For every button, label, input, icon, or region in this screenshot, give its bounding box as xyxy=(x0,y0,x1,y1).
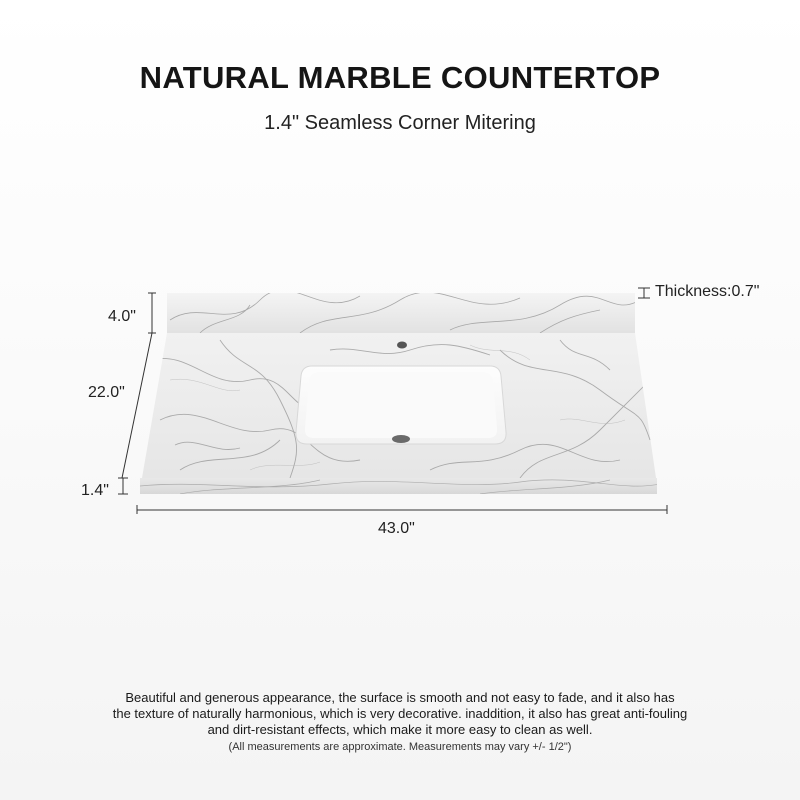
backsplash-height-label: 4.0" xyxy=(108,308,136,325)
measurement-note: (All measurements are approximate. Measurements may vary +/- 1/2") xyxy=(228,741,572,753)
backsplash-thickness-label xyxy=(655,283,759,301)
description-line-1: Beautiful and generous appearance, the surface is smooth and not easy to fade, and it also has xyxy=(125,690,675,705)
description-line-3: and dirt-resistant effects, which make it more easy to clean as well. xyxy=(207,722,593,737)
countertop-edge xyxy=(140,478,660,494)
drain-icon xyxy=(392,435,410,443)
thickness-value: 0.7" xyxy=(731,283,760,300)
product-description xyxy=(40,690,760,738)
thickness-caption: Thickness: xyxy=(655,283,732,300)
depth-label: 22.0" xyxy=(88,384,125,401)
edge-thickness-label: 1.4" xyxy=(81,482,109,499)
backsplash xyxy=(167,290,640,333)
width-label: 43.0" xyxy=(378,520,415,537)
description-line-2: the texture of naturally harmonious, which is very decorative. inaddition, it also has great anti-fouling xyxy=(112,706,688,721)
page-subtitle: 1.4" Seamless Corner Mitering xyxy=(264,112,536,134)
faucet-hole-icon xyxy=(397,342,407,349)
page-title: NATURAL MARBLE COUNTERTOP xyxy=(139,60,661,95)
